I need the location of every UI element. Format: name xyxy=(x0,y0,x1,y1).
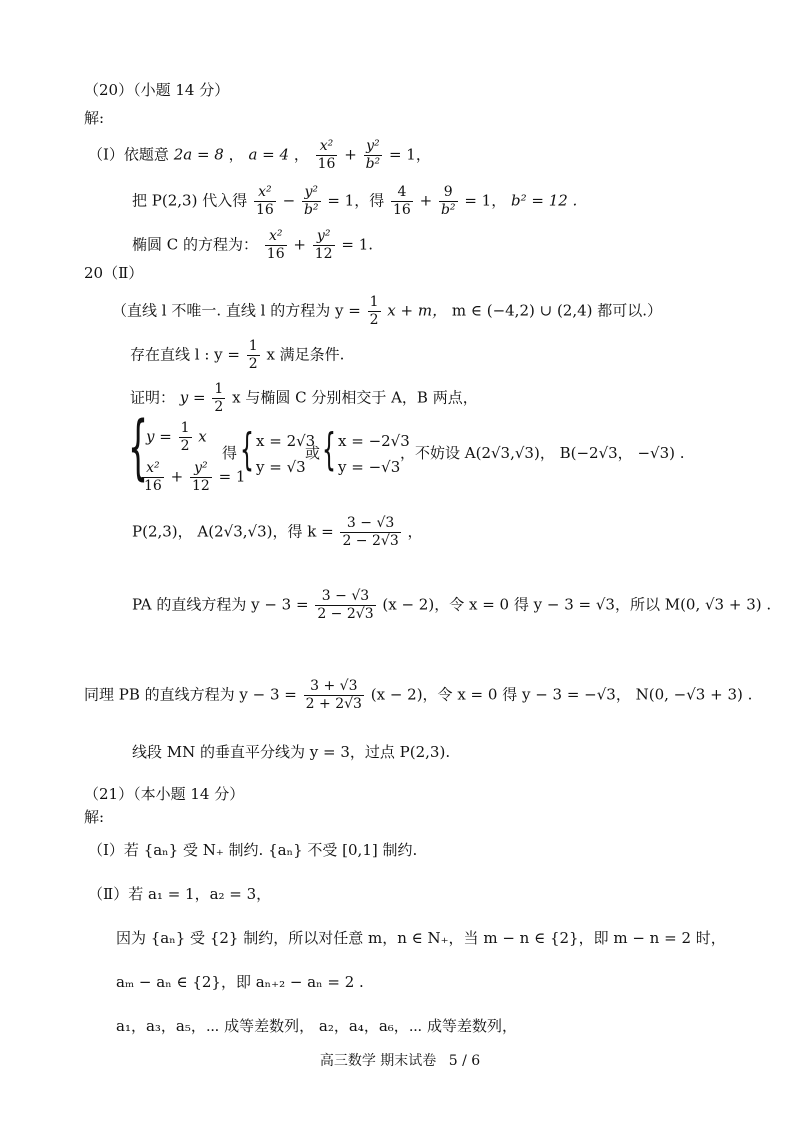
denominator: 2 − 2√3 xyxy=(342,533,399,549)
q20-exist-line xyxy=(130,338,344,373)
denominator: 16 xyxy=(317,156,336,172)
page-footer xyxy=(0,1050,800,1070)
equals-one: = 1 xyxy=(218,467,246,486)
numerator: 3 + √3 xyxy=(304,678,364,696)
q21-line1: （Ⅰ）若 {aₙ} 受 N₊ 制约. {aₙ} 不受 [0,1] 制约. xyxy=(88,841,418,859)
pa-text: PA 的直线方程为 y − 3 = xyxy=(132,595,309,614)
pa-line xyxy=(132,588,771,623)
proof-text: y = xyxy=(179,388,206,407)
left-brace-icon: { xyxy=(240,424,254,475)
denominator: b² xyxy=(365,156,381,172)
q21-line2: （Ⅱ）若 a₁ = 1，a₂ = 3， xyxy=(88,885,272,903)
pa-text: (x − 2)，令 x = 0 得 y − 3 = √3，所以 M(0, √3 + 3) . xyxy=(382,595,772,614)
slope-text: P(2,3)， A(2√3,√3)，得 k = xyxy=(132,522,334,541)
separator: ， xyxy=(228,145,244,164)
pb-text: 同理 PB 的直线方程为 y − 3 = xyxy=(84,685,297,704)
fraction-y2-12 xyxy=(190,460,212,495)
de-label: 得 xyxy=(222,444,238,462)
fraction-one-half xyxy=(179,420,192,455)
eq-text: x xyxy=(198,427,207,446)
b2-result: b² = 12 . xyxy=(510,191,578,210)
mn-bisector-line: 线段 MN 的垂直平分线为 y = 3，过点 P(2,3). xyxy=(132,743,451,761)
eq-text: y = xyxy=(146,427,172,446)
note-range: m ∈ (−4,2) ∪ (2,4) 都可以.） xyxy=(451,301,663,320)
minus-sign: − xyxy=(282,191,296,210)
numerator: x² xyxy=(265,228,287,246)
denominator: 16 xyxy=(255,202,274,218)
numerator: y² xyxy=(364,138,383,156)
q21-line3: 因为 {aₙ} 受 {2} 制约，所以对任意 m，n ∈ N₊，当 m − n ∈ {2}，即 m − n = 2 时， xyxy=(116,929,726,947)
q20-solution-label: 解: xyxy=(84,109,105,127)
q21-header: （21）（本小题 14 分） xyxy=(84,785,245,803)
fraction-y2-12 xyxy=(313,228,335,263)
numerator: 3 − √3 xyxy=(315,588,375,606)
system-eq1 xyxy=(146,420,207,455)
eq-a4: a = 4 xyxy=(248,145,290,164)
assume-points: ，不妨设 A(2√3,√3)， B(−2√3， −√3) . xyxy=(400,444,685,462)
numerator: 1 xyxy=(369,294,379,310)
numerator: y² xyxy=(313,228,335,246)
denominator: b² xyxy=(440,202,456,218)
plus-sign: + xyxy=(419,191,433,210)
fraction-one-half xyxy=(368,294,381,329)
fraction-pa-slope xyxy=(315,588,375,623)
q21-solution-label: 解: xyxy=(84,808,105,826)
equals-one: = 1. xyxy=(341,235,374,254)
pb-text: (x − 2)，令 x = 0 得 y − 3 = −√3， N(0, −√3 + 3) . xyxy=(370,685,753,704)
numerator: 3 − √3 xyxy=(340,515,400,533)
numerator: 9 xyxy=(439,184,458,202)
q21-line4: aₘ − aₙ ∈ {2}，即 aₙ₊₂ − aₙ = 2 . xyxy=(116,973,364,991)
solution2-y: y = −√3 xyxy=(338,458,401,476)
denominator: 2 − 2√3 xyxy=(317,606,374,622)
left-brace-icon: { xyxy=(322,424,336,475)
fraction-4-16 xyxy=(391,184,413,219)
footer-title: 高三数学 期末试卷 xyxy=(319,1053,437,1069)
plus-sign: + xyxy=(344,145,357,164)
ellipse-equation-label: 椭圆 C 的方程为： xyxy=(132,235,259,254)
numerator: 4 xyxy=(391,184,413,202)
separator: ， xyxy=(293,145,309,164)
fraction-y2-b2 xyxy=(302,184,321,219)
denominator: 2 + 2√3 xyxy=(305,696,362,712)
solution2-x: x = −2√3 xyxy=(338,432,410,450)
huo-label: 或 xyxy=(305,444,321,462)
denominator: b² xyxy=(303,202,319,218)
numerator: x² xyxy=(254,184,276,202)
numerator: x² xyxy=(316,138,338,156)
solution1-x: x = 2√3 xyxy=(256,432,316,450)
q20-part1-label: （Ⅰ）依题意 xyxy=(88,145,169,164)
q20-part1-line3 xyxy=(132,228,373,263)
fraction-x2-16 xyxy=(142,460,164,495)
numerator: 1 xyxy=(248,338,258,354)
equals-one: = 1， xyxy=(464,191,507,210)
q20-proof-line xyxy=(130,381,478,416)
plus-sign: + xyxy=(170,467,184,486)
substitute-text: 把 P(2,3) 代入得 xyxy=(132,191,248,210)
denominator: 12 xyxy=(314,246,333,262)
note-text: （直线 l 不唯一. 直线 l 的方程为 y = xyxy=(112,301,361,320)
denominator: 2 xyxy=(248,356,258,372)
plus-sign: + xyxy=(293,235,306,254)
denominator: 2 xyxy=(180,438,190,454)
equals-one: = 1， xyxy=(388,145,431,164)
system-eq2 xyxy=(140,460,245,495)
denominator: 16 xyxy=(144,478,162,494)
fraction-one-half xyxy=(247,338,260,373)
exist-text: x 满足条件. xyxy=(266,345,345,364)
q20-part2-label: 20（Ⅱ） xyxy=(84,264,144,282)
exist-text: 存在直线 l : y = xyxy=(130,345,240,364)
fraction-x2-16 xyxy=(316,138,338,173)
denominator: 16 xyxy=(392,202,411,218)
page-number: 5 / 6 xyxy=(448,1053,481,1069)
slope-line xyxy=(132,515,423,550)
separator: ， xyxy=(407,522,423,541)
equals-text: = 1，得 xyxy=(327,191,385,210)
denominator: 2 xyxy=(369,312,379,328)
fraction-x2-16 xyxy=(265,228,287,263)
denominator: 2 xyxy=(214,399,224,415)
denominator: 12 xyxy=(191,478,210,494)
fraction-9-b2 xyxy=(439,184,458,219)
q20-header: （20）（小题 14 分） xyxy=(84,81,230,99)
solution1-y: y = √3 xyxy=(256,458,306,476)
left-brace-icon: { xyxy=(128,406,149,488)
fraction-one-half xyxy=(212,381,225,416)
denominator: 16 xyxy=(266,246,285,262)
proof-label: 证明： xyxy=(130,388,176,407)
numerator: y² xyxy=(302,184,321,202)
q20-part1-line1 xyxy=(88,138,431,173)
q20-part1-line2 xyxy=(132,184,577,219)
pb-line xyxy=(84,678,752,713)
numerator: x² xyxy=(142,460,164,478)
proof-text: x 与椭圆 C 分别相交于 A，B 两点， xyxy=(232,388,478,407)
fraction-x2-16 xyxy=(254,184,276,219)
fraction-pb-slope xyxy=(304,678,364,713)
numerator: y² xyxy=(190,460,212,478)
q21-line5: a₁，a₃，a₅，⋯ 成等差数列， a₂，a₄，a₆，⋯ 成等差数列， xyxy=(116,1017,518,1035)
numerator: 1 xyxy=(180,420,190,436)
eq-2a8: 2a = 8 xyxy=(173,145,224,164)
fraction-slope xyxy=(340,515,400,550)
fraction-y2-b2 xyxy=(364,138,383,173)
note-text: x + m， xyxy=(387,301,448,320)
q20-note-line xyxy=(112,294,662,329)
numerator: 1 xyxy=(214,381,224,397)
